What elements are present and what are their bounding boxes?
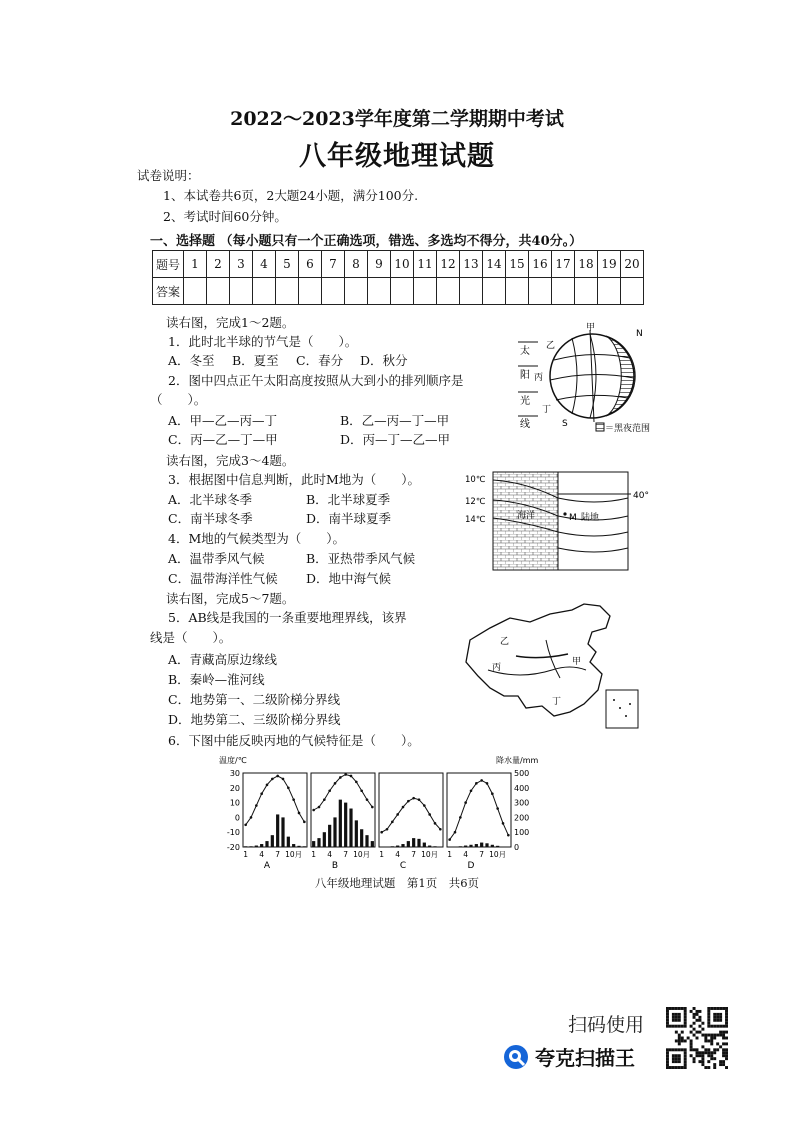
temp-point [292,798,295,801]
temp-point [454,831,457,834]
ocean-label: 海洋 [517,511,536,521]
temp-point [360,789,363,792]
subject-title: 八年级地理试题 [299,141,495,172]
precip-bar [496,846,499,847]
question-number-cell: 5 [276,251,299,278]
m-label: M [569,513,577,523]
isotherm-label: 14℃ [465,515,486,525]
option-d: D．地势第二、三级阶梯分界线 [168,712,341,727]
precip-bar [249,846,252,847]
precip-bar [417,839,420,847]
temp-point [507,834,510,837]
option-b: B．夏至 [232,353,279,368]
answer-cell[interactable] [460,278,483,305]
answer-cell[interactable] [345,278,368,305]
precip-bar [412,838,415,847]
question-number-cell: 15 [506,251,529,278]
precip-tick-label: 200 [514,813,530,823]
month-tick-label: 10月 [285,850,303,859]
temp-point [244,824,247,827]
temp-point [312,809,315,812]
option-b: B．亚热带季风气候 [306,551,416,566]
temp-tick-label: -20 [226,843,240,852]
temp-point [423,804,426,807]
temp-point [339,776,342,779]
temp-point [407,800,410,803]
quark-logo-icon [503,1044,529,1070]
temp-point [480,779,483,782]
question-2-cont: （ ）。 [150,392,207,407]
question-number-cell: 12 [437,251,460,278]
table-row [153,251,644,278]
temp-point [448,838,451,841]
temp-point [380,831,383,834]
page-footer: 八年级地理试题 第1页 共6页 [314,876,480,890]
month-tick-label: 10月 [353,850,371,859]
pole-label: S [562,419,568,429]
china-map-figure [460,600,645,735]
temp-point [323,798,326,801]
m-point-icon [563,512,566,515]
precip-bar [407,841,410,847]
panel-label: D [467,861,475,870]
temp-point [303,821,306,824]
table-row [153,278,644,305]
china-outline-icon [466,604,610,716]
precip-bar [265,841,268,847]
option-d: D．丙—丁—乙—甲 [340,432,451,447]
precip-bar [355,820,358,847]
month-tick-label: 1 [311,850,317,859]
climate-panel [379,773,443,847]
point-label: 丁 [542,405,552,415]
block-intro: 读右图，完成1～2题。 [166,315,295,330]
sunlight-char: 太 [520,346,530,357]
temp-point [396,813,399,816]
latitude-label: 40° [633,491,649,501]
answer-cell[interactable] [322,278,345,305]
month-tick-label: 7 [343,850,349,859]
question-number-cell: 7 [322,251,345,278]
temp-point [464,801,467,804]
isotherm-figure [465,468,665,574]
question-number-cell: 13 [460,251,483,278]
question-number-cell: 4 [253,251,276,278]
answer-cell[interactable] [299,278,322,305]
temp-tick-label: 30 [229,769,240,778]
point-label: 乙 [546,341,556,351]
temp-point [271,778,274,781]
row-label: 题号 [153,251,184,278]
option-a: A．温带季风气候 [168,551,265,566]
panel-label: B [331,861,339,870]
precip-bar [360,829,363,847]
answer-cell[interactable] [184,278,207,305]
option-c: C．地势第一、二级阶梯分界线 [168,692,341,707]
temp-point [334,782,337,785]
answer-cell[interactable] [276,278,299,305]
precip-bar [317,838,320,847]
temp-tick-label: -10 [226,828,240,838]
temp-point [386,828,389,831]
night-legend-icon [596,423,604,431]
option-c: C．春分 [296,353,344,368]
option-c: C．丙—乙—丁—甲 [168,432,278,447]
precip-bar [428,846,431,847]
land-label: 陆地 [581,513,600,523]
question-number-cell: 6 [299,251,322,278]
section-heading: 一、选择题 （每小题只有一个正确选项，错选、多选均不得分，共40分。） [150,234,583,249]
answer-cell[interactable] [529,278,552,305]
scan-label[interactable]: 扫码使用 [568,1014,645,1036]
question-5-cont: 线是（ ）。 [150,630,232,645]
answer-cell[interactable] [621,278,644,305]
region-label: 丙 [492,663,502,673]
precip-bar [391,846,394,847]
precip-bar [323,832,326,847]
option-c: C．南半球冬季 [168,511,253,526]
region-label: 丁 [552,697,562,707]
answer-cell[interactable] [483,278,506,305]
panel-label: C [399,861,407,870]
isotherm-label: 12℃ [465,497,486,507]
precip-bar [255,846,258,847]
temp-point [366,798,369,801]
option-b: B．乙—丙—丁—甲 [340,413,450,428]
temp-point [350,775,353,778]
question-number-cell: 1 [184,251,207,278]
temp-point [470,789,473,792]
option-d: D．地中海气候 [306,571,392,586]
temp-point [276,775,279,778]
temp-point [266,784,269,787]
question-number-cell: 17 [552,251,575,278]
exam-title: 2022～2023学年度第二学期期中考试 [230,108,564,130]
answer-cell[interactable] [414,278,437,305]
precip-bar [328,825,331,847]
isotherm-label: 10℃ [465,475,486,485]
month-tick-label: 4 [327,850,333,859]
pole-label: N [636,329,643,339]
month-tick-label: 1 [379,850,385,859]
precip-bar [276,814,279,847]
legend-label: ＝黑夜范围 [605,424,651,434]
temp-point [439,828,442,831]
precip-bar [396,846,399,847]
question-1: 1．此时北半球的节气是（ ）。 [168,334,358,349]
answer-table [152,250,644,305]
answer-cell[interactable] [230,278,253,305]
answer-cell[interactable] [368,278,391,305]
precip-bar [344,803,347,847]
temp-point [412,797,415,800]
precip-bar [292,844,295,847]
question-6: 6．下图中能反映丙地的气候特征是（ ）。 [168,733,420,748]
precip-tick-label: 300 [514,798,530,808]
precip-tick-label: 100 [514,828,530,838]
month-tick-label: 4 [463,850,469,859]
month-tick-label: 7 [275,850,281,859]
temp-point [491,792,494,795]
answer-cell[interactable] [437,278,460,305]
precip-bar [485,843,488,847]
precip-bar [480,843,483,847]
question-number-cell: 3 [230,251,253,278]
globe-icon [550,330,635,422]
climate-charts [215,755,555,870]
question-number-cell: 11 [414,251,437,278]
precip-tick-label: 500 [514,769,530,778]
region-label: 乙 [500,637,510,647]
answer-cell[interactable] [506,278,529,305]
option-c: C．温带海洋性气候 [168,571,278,586]
ocean-area [493,472,558,570]
temp-point [318,806,321,809]
temp-axis-title: 温度/℃ [219,756,247,765]
precip-bar [469,845,472,847]
temp-point [255,804,258,807]
question-4: 4．M地的气候类型为（ ）。 [168,531,346,546]
precip-bar [339,800,342,847]
brand-logo[interactable] [503,1042,635,1071]
precip-bar [401,844,404,847]
option-a: A．北半球冬季 [168,492,253,507]
temp-point [486,782,489,785]
point-label: 丙 [534,373,544,383]
question-number-cell: 20 [621,251,644,278]
temp-point [328,789,331,792]
precip-bar [433,846,436,847]
precip-tick-label: 400 [514,783,530,793]
month-tick-label: 1 [243,850,249,859]
precip-bar [459,846,462,847]
temp-point [355,781,358,784]
south-sea-inset [606,690,638,728]
question-3: 3．根据图中信息判断，此时M地为（ ）。 [168,472,421,487]
month-tick-label: 10月 [489,850,507,859]
instructions-line-2: 2、考试时间60分钟。 [163,209,287,224]
option-d: D．秋分 [360,353,408,368]
temp-point [282,778,285,781]
temp-tick-label: 10 [229,798,240,808]
question-2: 2．图中四点正午太阳高度按照从大到小的排列顺序是 [168,373,464,388]
option-b: B．秦岭—淮河线 [168,672,265,687]
precip-bar [349,809,352,847]
answer-cell[interactable] [391,278,414,305]
temp-point [371,806,374,809]
precip-bar [491,845,494,847]
temp-point [287,787,290,790]
instructions-label: 试卷说明： [137,168,200,183]
temp-point [298,812,301,815]
option-d: D．南半球夏季 [306,511,392,526]
precip-axis-title: 降水量/mm [496,756,539,765]
temp-point [391,821,394,824]
question-5: 5．AB线是我国的一条重要地理界线，该界 [168,610,407,625]
point-label: 甲 [586,323,596,333]
month-tick-label: 7 [479,850,485,859]
temp-point [418,798,421,801]
sunlight-char: 光 [520,396,530,407]
temp-point [434,822,437,825]
precip-bar [333,817,336,847]
question-number-cell: 2 [207,251,230,278]
temp-point [459,816,462,819]
precip-bar [303,846,306,847]
answer-cell[interactable] [598,278,621,305]
temp-point [402,806,405,809]
answer-cell[interactable] [207,278,230,305]
precip-bar [464,846,467,847]
month-tick-label: 4 [395,850,401,859]
temp-point [475,782,478,785]
qr-code-icon[interactable] [666,1007,728,1069]
row-label: 答案 [153,278,184,305]
precip-bar [423,843,426,847]
temp-point [502,822,505,825]
precip-bar [281,817,284,847]
question-number-cell: 18 [575,251,598,278]
sunlight-char: 阳 [520,370,530,381]
month-tick-label: 1 [447,850,453,859]
question-number-cell: 16 [529,251,552,278]
brand-name: 夸克扫描王 [535,1046,635,1070]
precip-bar [297,846,300,847]
question-number-cell: 10 [391,251,414,278]
temp-point [428,813,431,816]
precip-bar [365,835,368,847]
sunlight-char: 线 [520,419,530,430]
temp-point [260,792,263,795]
globe-figure [510,320,670,438]
month-tick-label: 4 [259,850,265,859]
temp-point [250,816,253,819]
temp-point [344,773,347,776]
option-b: B．北半球夏季 [306,492,391,507]
climate-panel [447,773,511,847]
answer-cell[interactable] [575,278,598,305]
question-number-cell: 8 [345,251,368,278]
instructions-line-1: 1、本试卷共6页，2大题24小题，满分100分. [163,188,419,203]
question-number-cell: 19 [598,251,621,278]
panel-label: A [263,861,271,870]
region-label: 甲 [572,657,582,667]
month-tick-label: 7 [411,850,417,859]
precip-tick-label: 0 [514,843,520,852]
precip-bar [475,844,478,847]
precip-bar [371,841,374,847]
precip-bar [287,837,290,847]
option-a: A．青藏高原边缘线 [168,652,278,667]
month-tick-label: 10月 [421,850,439,859]
question-number-cell: 9 [368,251,391,278]
option-a: A．甲—乙—丙—丁 [168,413,278,428]
precip-bar [260,844,263,847]
precip-bar [244,846,247,847]
block-intro: 读右图，完成5～7题。 [166,591,295,606]
question-number-cell: 14 [483,251,506,278]
block-intro: 读右图，完成3～4题。 [166,453,295,468]
option-a: A．冬至 [168,353,215,368]
temp-tick-label: 20 [229,783,240,793]
precip-bar [312,841,315,847]
answer-cell[interactable] [253,278,276,305]
temp-point [496,807,499,810]
precip-bar [271,835,274,847]
temp-tick-label: 0 [234,813,240,823]
answer-cell[interactable] [552,278,575,305]
